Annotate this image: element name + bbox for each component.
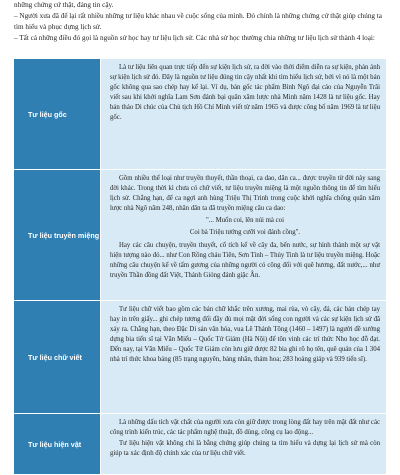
intro-text — [14, 0, 386, 45]
table-row — [14, 170, 386, 301]
intro-paragraph: những chứng cứ thật, đáng tin cậy. — [14, 1, 114, 9]
row-label: Tư liệu chữ viết — [14, 301, 100, 413]
table-row — [14, 59, 386, 170]
row-content — [100, 301, 386, 413]
source-types-table — [14, 59, 386, 475]
row-content — [100, 414, 386, 474]
row-label: Tư liệu gốc — [14, 59, 100, 169]
row-content — [100, 170, 386, 300]
intro-paragraph: – Người xưa đã để lại rất nhiều những tư liệu khác nhau về cuộc sống của mình. Đó chính là những chứng cứ thật giúp chúng ta tìm hiểu và phục dựng lịch sử. — [14, 12, 382, 31]
quote-line: "... Muốn coi, lên núi mà coi — [206, 217, 284, 225]
table-row — [14, 301, 386, 414]
row-label: Tư liệu hiện vật — [14, 414, 100, 474]
content-paragraph: Tư liệu chữ viết bao gồm các bản chữ khắc trên xương, mai rùa, vò cây, đá, các bản chép tay hay in trên giấy... ghi chép tương đối đầy đủ mọi mặt đời sống con người và các sự kiện lịch sử đã xảy ra. Chẳng hạn, theo Đặc Di sản văn hóa, vua Lê Thánh Tông (1460 – 1497) là người đề xướng dựng bia tiến sĩ tại Văn Miếu – Quốc Tử Giám (Hà Nội) để tôn vinh các trí thức Nho học đỗ đạt. Đến nay, tại Văn Miếu – Quốc Tử Giám còn lưu giữ được 82 bia ghi rõ họ tên, quê quán của 1 304 nhà trí thức khoa bảng (85 trạng nguyên, bảng nhãn, thám hoa; 283 hoàng giáp và 939 tiến sĩ). — [110, 306, 380, 364]
content-paragraph: Tư liệu hiện vật không chỉ là bằng chứng giúp chúng ta tìm hiểu và dựng lại lịch sử mà còn giúp ta xác định độ chính xác của tư liệu chữ viết. — [110, 440, 380, 458]
content-paragraph: Là những dấu tích vật chất của người xưa còn giữ được trong lòng đất hay trên mặt đất như các công trình kiến trúc, các tác phẩm nghệ thuật, đồ dùng, công cụ lao động... — [110, 419, 380, 437]
quote-line: Coi bà Triệu tướng cưỡi voi đánh cồng". — [189, 229, 301, 237]
row-label: Tư liệu truyền miệng — [14, 170, 100, 300]
content-paragraph: Hay các câu chuyện, truyền thuyết, cổ tích kể về cây đa, bến nước, sự hình thành một sự vật hiện tượng nào đó... như Con Rồng cháu Tiên, Sơn Tinh – Thủy Tinh là tư liệu truyền miệng. Hoặc những câu chuyện kể về tấm gương của những người có công đối với quê hương, đất nước,... như truyền Thần đồng đất Việt, Thánh Gióng đánh giặc Ân. — [110, 241, 380, 279]
table-row — [14, 414, 386, 475]
content-paragraph: Là tư liệu liên quan trực tiếp đến sự kiện lịch sử, ra đời vào thời điểm diễn ra sự kiện, phản ánh sự kiện lịch sử đó. Đây là nguồn tư liệu đúng tin cậy nhất khi tìm hiểu lịch sử, bởi vì nó là một bản gốc không qua sao chép hay kể lại. Ví dụ, bản gốc tác phẩm Bình Ngô đại cáo của Nguyễn Trãi viết sau khi khởi nghĩa Lam Sơn đánh bại quân xâm lược nhà Minh năm 1428 là tư liệu gốc. Hay bản thảo Di chúc của Chủ tịch Hồ Chí Minh viết từ năm 1965 và được công bố năm 1969 là tư liệu gốc. — [110, 64, 380, 122]
intro-paragraph: – Tất cả những điều đó gọi là nguồn sử học hay tư liệu lịch sử. Các nhà sử học thường chia những tư liệu lịch sử thành 4 loại: — [14, 34, 375, 43]
row-content — [100, 59, 386, 169]
content-paragraph: Gồm nhiều thể loại như truyền thuyết, thần thoại, ca dao, dân ca... được truyền từ đời này sang đời khác. Trong thời kì chưa có chữ viết, tư liệu truyền miệng là một nguồn thông tin để tìm hiểu lịch sử. Chẳng hạn, để ca ngợi anh hùng Triệu Thị Trinh trong cuộc khởi nghĩa chống quân xâm lược nhà Ngô năm 248, nhân dân ta đã truyền miệng câu ca dao: — [110, 175, 380, 213]
